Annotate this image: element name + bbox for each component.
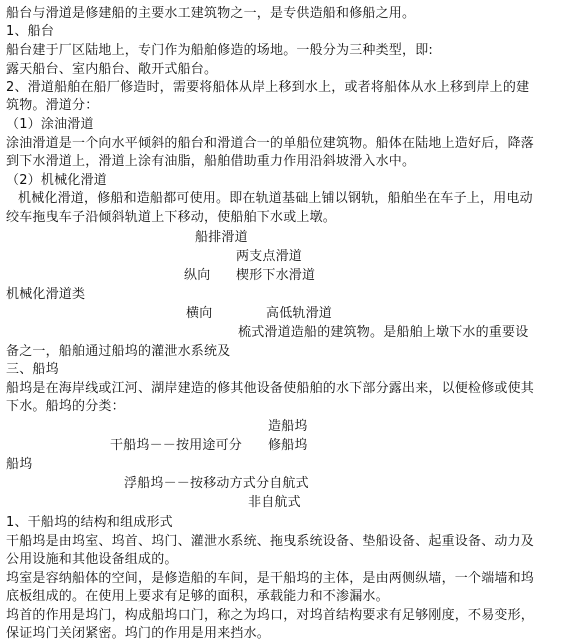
intro-line: 船台与滑道是修建船的主要水工建筑物之一，是专供造船和修船之用。 <box>6 6 416 21</box>
paragraph-line: 绞车拖曳车子沿倾斜轨道上下移动，使船舶下水或上墩。 <box>6 210 337 225</box>
classification-item: 造船坞 <box>268 419 308 434</box>
classification-item: 浮船坞－－按移动方式分自航式 <box>124 476 309 491</box>
heading-dock: 三、船坞 <box>6 362 59 377</box>
paragraph-line: 坞首的作用是坞门，构成船坞口门，称之为坞口，对坞首结构要求有足够刚度，不易变形， <box>6 608 535 623</box>
classification-item: 纵向 <box>184 268 211 283</box>
paragraph-line: 下水。船坞的分类： <box>6 399 125 414</box>
classification-item: 横向 <box>186 306 213 321</box>
classification-root: 船坞 <box>6 457 33 472</box>
paragraph-line: 保证坞门关闭紧密。坞门的作用是用来挡水。 <box>6 626 271 641</box>
paragraph-line: 船台建于厂区陆地上，专门作为船舶修造的场地。一般分为三种类型，即: <box>6 43 433 58</box>
paragraph-line: 船坞是在海岸线或江河、湖岸建造的修其他设备使船舶的水下部分露出来，以便检修或使其 <box>6 381 535 396</box>
subheading-mech-slipway: （2）机械化滑道 <box>6 173 107 188</box>
heading-dry-dock: 1、干船坞的结构和组成形式 <box>6 515 173 530</box>
classification-item: 修船坞 <box>268 438 308 453</box>
heading-slipway-1: 1、船台 <box>6 24 55 39</box>
classification-item: 船排滑道 <box>195 230 248 245</box>
paragraph-line: 底板组成的。在使用上要求有足够的面积，承载能力和不渗漏水。 <box>6 589 389 604</box>
classification-item: 干船坞－－按用途可分 <box>110 438 243 453</box>
paragraph-line: 干船坞是由坞室、坞首、坞门、灌泄水系统、拖曳系统设备、垫船设备、起重设备、动力及 <box>6 534 535 549</box>
classification-root: 机械化滑道类 <box>6 287 86 302</box>
paragraph-line: 筑物。滑道分： <box>6 98 99 113</box>
classification-item: 楔形下水滑道 <box>236 268 316 283</box>
paragraph-line: 公用设施和其他设备组成的。 <box>6 552 178 567</box>
subheading-oil-slipway: （1）涂油滑道 <box>6 117 94 132</box>
paragraph-line: 机械化滑道，修船和造船都可使用。即在轨道基础上铺以钢轨，船舶坐在车子上，用电动 <box>18 191 533 206</box>
paragraph-line: 备之一，船舶通过船坞的灌泄水系统及 <box>6 344 231 359</box>
classification-item: 两支点滑道 <box>236 249 303 264</box>
paragraph-line: 露天船台、室内船台、敞开式船台。 <box>6 62 218 77</box>
paragraph-line: 坞室是容纳船体的空间，是修造船的车间，是干船坞的主体，是由两侧纵墙，一个端墙和坞 <box>6 571 535 586</box>
classification-item: 非自航式 <box>248 495 301 510</box>
paragraph-line: 梳式滑道造船的建筑物。是船舶上墩下水的重要设 <box>238 325 529 340</box>
classification-item: 高低轨滑道 <box>266 306 333 321</box>
paragraph-line: 2、滑道船舶在船厂修造时，需要将船体从岸上移到水上，或者将船体从水上移到岸上的建 <box>6 80 530 95</box>
paragraph-line: 涂油滑道是一个向水平倾斜的船台和滑道合一的单船位建筑物。船体在陆地上造好后，降落 <box>6 136 535 151</box>
paragraph-line: 到下水滑道上，滑道上涂有油脂，船舶借助重力作用沿斜坡滑入水中。 <box>6 154 416 169</box>
